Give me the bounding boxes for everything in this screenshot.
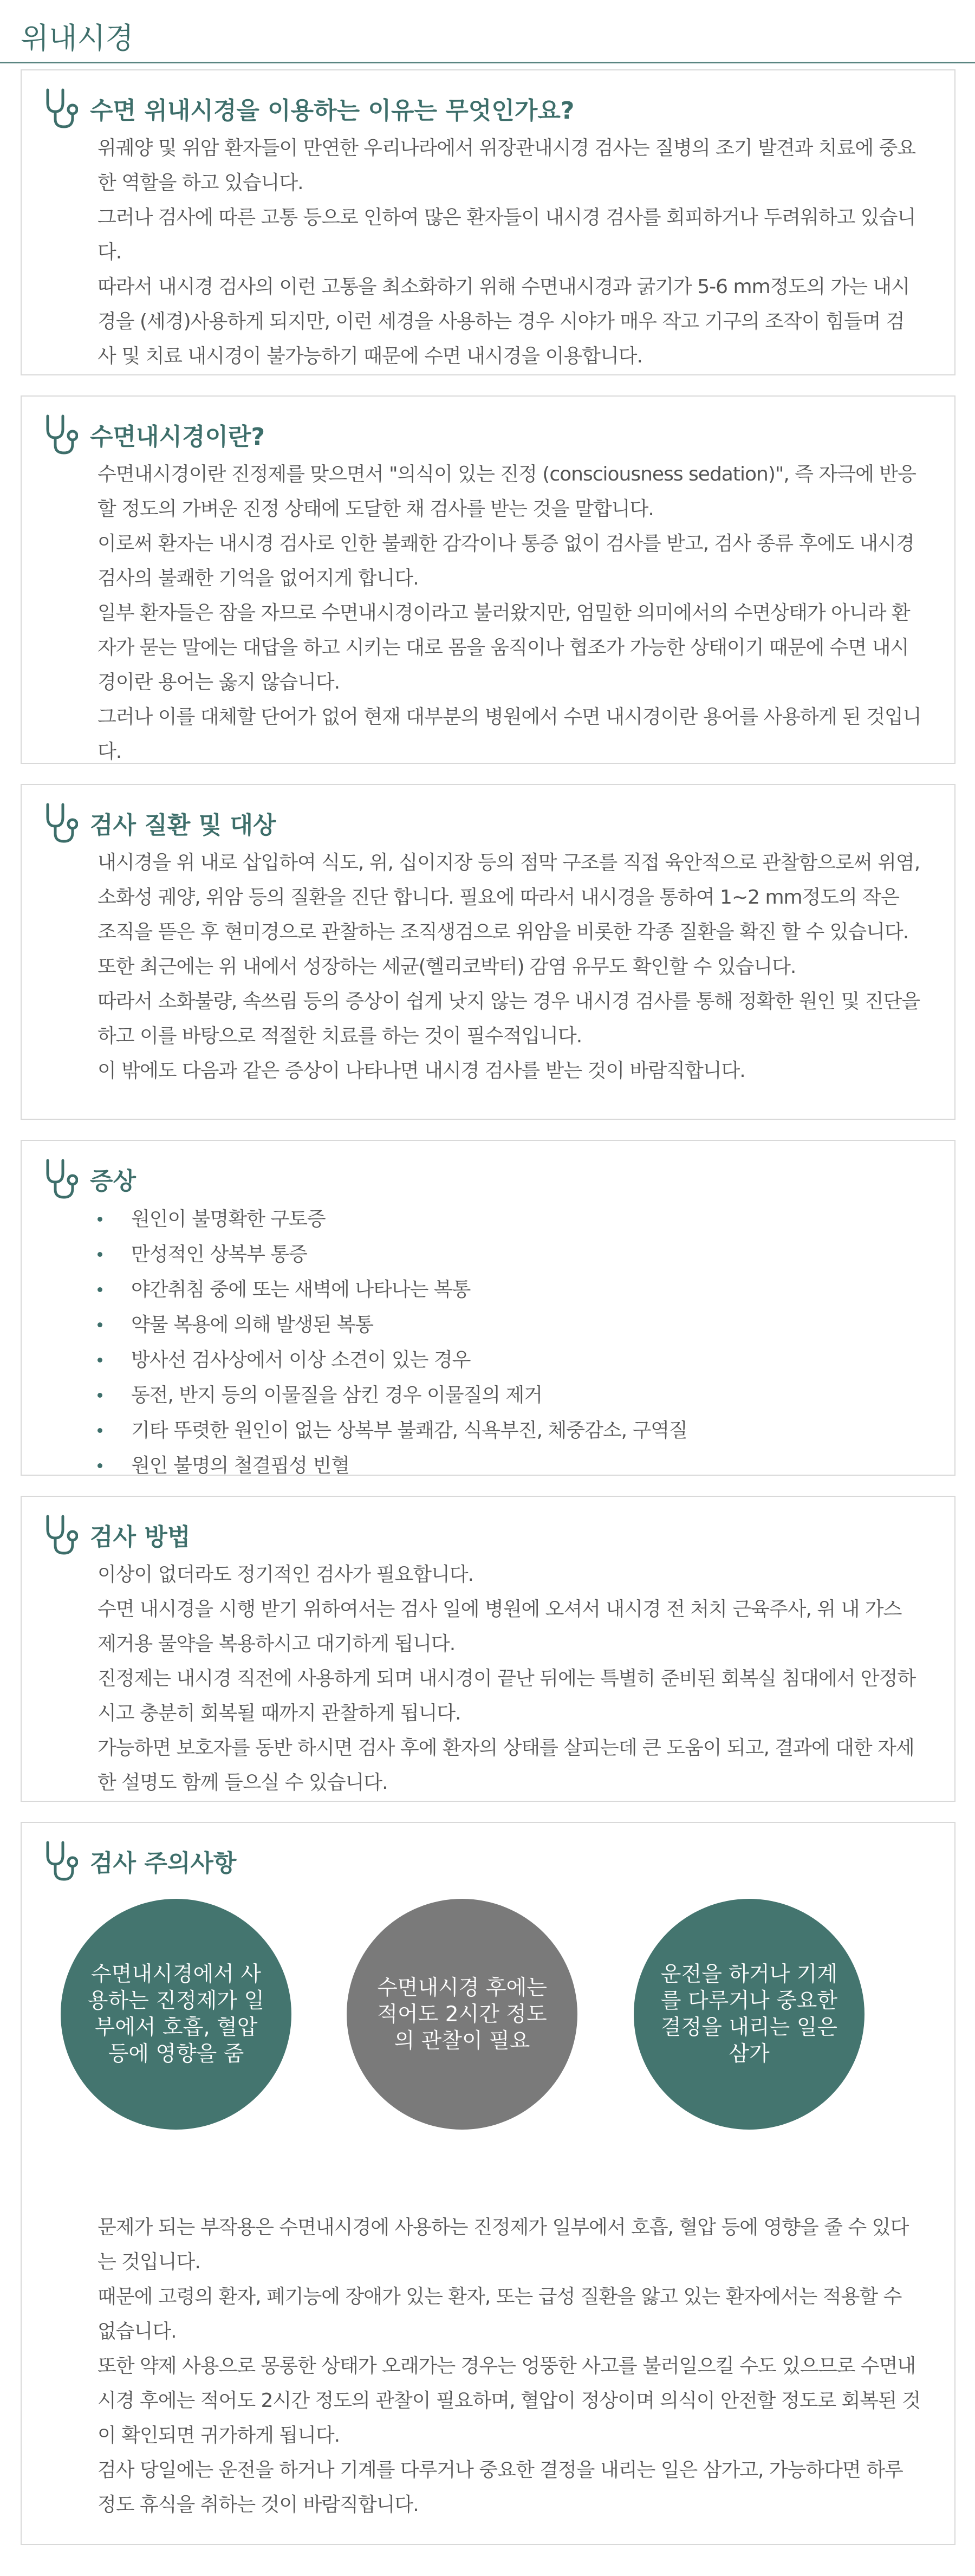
paragraph: 따라서 내시경 검사의 이런 고통을 최소화하기 위해 수면내시경과 굵기가 5-6 mm정도의 가는 내시경을 (세경)사용하게 되지만, 이런 세경을 사용하는 경우 시야가 매우 작고 기구의 조작이 힘들며 검사 및 치료 내시경이 불가능하기 때문에 수면 내시경을 이용합니다. bbox=[98, 276, 909, 367]
precaution-circle-observation bbox=[347, 1899, 577, 2130]
section-body bbox=[98, 1202, 922, 1483]
section-card-exam-method bbox=[21, 1496, 955, 1802]
section-card-target-diseases bbox=[21, 784, 955, 1120]
paragraph: 가능하면 보호자를 동반 하시면 검사 후에 환자의 상태를 살피는데 큰 도움이 되고, 결과에 대한 자세한 설명도 함께 들으실 수 있습니다. bbox=[98, 1737, 914, 1794]
section-header bbox=[43, 801, 276, 845]
title-divider bbox=[0, 62, 975, 63]
paragraph: 내시경을 위 내로 삽입하여 식도, 위, 십이지장 등의 점막 구조를 직접 육안적으로 관찰함으로써 위염, 소화성 궤양, 위암 등의 질환을 진단 합니다. 필요에 따라서 내시경을 통하여 1~2 mm정도의 작은 조직을 뜯은 후 현미경으로 관찰하는 조직생검으로 위암을 비롯한 각종 질환을 확진 할 수 있습니다. bbox=[98, 852, 920, 943]
paragraph: 수면 내시경을 시행 받기 위하여서는 검사 일에 병원에 오셔서 내시경 전 처치 근육주사, 위 내 가스 제거용 물약을 복용하시고 대기하게 됩니다. bbox=[98, 1598, 902, 1655]
paragraph: 또한 약제 사용으로 몽롱한 상태가 오래가는 경우는 엉뚱한 사고를 불러일으킬 수도 있으므로 수면내시경 후에는 적어도 2시간 정도의 관찰이 필요하며, 혈압이 정상이며 의식이 안전할 정도로 회복된 것이 확인되면 귀가하게 됩니다. bbox=[98, 2355, 921, 2447]
page-title: 위내시경 bbox=[21, 21, 134, 55]
section-title: 검사 질환 및 대상 bbox=[90, 812, 276, 839]
paragraph: 수면내시경이란 진정제를 맞으면서 "의식이 있는 진정 (consciousness sedation)", 즉 자극에 반응할 정도의 가벼운 진정 상태에 도달한 채 검사를 받는 것을 말합니다. bbox=[98, 463, 916, 520]
paragraph: 그러나 이를 대체할 단어가 없어 현재 대부분의 병원에서 수면 내시경이란 용어를 사용하게 된 것입니다. bbox=[98, 706, 921, 763]
stethoscope-icon bbox=[43, 801, 78, 845]
paragraph: 또한 최근에는 위 내에서 성장하는 세균(헬리코박터) 감염 유무도 확인할 수 있습니다. bbox=[98, 956, 796, 978]
section-header bbox=[43, 1839, 236, 1883]
paragraph: 진정제는 내시경 직전에 사용하게 되며 내시경이 끝난 뒤에는 특별히 준비된 회복실 침대에서 안정하시고 충분히 회복될 때까지 관찰하게 됩니다. bbox=[98, 1667, 916, 1724]
paragraph: 그러나 검사에 따른 고통 등으로 인하여 많은 환자들이 내시경 검사를 회피하거나 두려워하고 있습니다. bbox=[98, 206, 916, 263]
paragraph: 이 밖에도 다음과 같은 증상이 나타나면 내시경 검사를 받는 것이 바람직합니다. bbox=[98, 1060, 745, 1082]
paragraph: 위궤양 및 위암 환자들이 만연한 우리나라에서 위장관내시경 검사는 질병의 조기 발견과 치료에 중요한 역할을 하고 있습니다. bbox=[98, 137, 916, 194]
section-title: 수면 위내시경을 이용하는 이유는 무엇인가요? bbox=[90, 97, 575, 125]
section-header bbox=[43, 1157, 136, 1201]
precaution-circle-sedative-effects bbox=[61, 1899, 291, 2130]
section-title: 검사 방법 bbox=[90, 1523, 191, 1551]
list-item: 만성적인 상복부 통증 bbox=[98, 1237, 922, 1272]
section-title: 증상 bbox=[90, 1167, 136, 1195]
circle-text: 운전을 하거나 기계를 다루거나 중요한 결정을 내리는 일은 삼가 bbox=[660, 1962, 838, 2066]
stethoscope-icon bbox=[43, 413, 78, 456]
paragraph: 일부 환자들은 잠을 자므로 수면내시경이라고 불러왔지만, 엄밀한 의미에서의 수면상태가 아니라 환자가 묻는 말에는 대답을 하고 시키는 대로 몸을 움직이나 협조가 가능한 상태이기 때문에 수면 내시경이란 용어는 옳지 않습니다. bbox=[98, 602, 910, 693]
list-item: 야간취침 중에 또는 새벽에 나타나는 복통 bbox=[98, 1272, 922, 1307]
circle-text: 수면내시경 후에는 적어도 2시간 정도의 관찰이 필요 bbox=[377, 1975, 547, 2053]
section-header bbox=[43, 413, 265, 456]
section-body bbox=[98, 1558, 922, 1800]
paragraph: 문제가 되는 부작용은 수면내시경에 사용하는 진정제가 일부에서 호흡, 혈압 등에 영향을 줄 수 있다는 것입니다. bbox=[98, 2216, 909, 2273]
paragraph: 검사 당일에는 운전을 하거나 기계를 다루거나 중요한 결정을 내리는 일은 삼가고, 가능하다면 하루 정도 휴식을 취하는 것이 바람직합니다. bbox=[98, 2459, 903, 2516]
paragraph: 때문에 고령의 환자, 폐기능에 장애가 있는 환자, 또는 급성 질환을 앓고 있는 환자에서는 적용할 수 없습니다. bbox=[98, 2286, 902, 2343]
section-body bbox=[98, 457, 922, 769]
list-item: 원인 불명의 철결핍성 빈혈 bbox=[98, 1448, 922, 1483]
circle-text: 수면내시경에서 사용하는 진정제가 일부에서 호흡, 혈압 등에 영향을 줌 bbox=[87, 1962, 265, 2066]
section-card-what-is-sleep-endoscopy bbox=[21, 395, 955, 764]
section-body bbox=[98, 846, 922, 1088]
list-item: 동전, 반지 등의 이물질을 삼킨 경우 이물질의 제거 bbox=[98, 1378, 922, 1413]
symptom-list bbox=[98, 1202, 922, 1483]
stethoscope-icon bbox=[43, 1157, 78, 1201]
section-body bbox=[98, 131, 922, 374]
paragraph: 이상이 없더라도 정기적인 검사가 필요합니다. bbox=[98, 1563, 473, 1586]
paragraph: 이로써 환자는 내시경 검사로 인한 불쾌한 감각이나 통증 없이 검사를 받고, 검사 종류 후에도 내시경검사의 불쾌한 기억을 없어지게 합니다. bbox=[98, 533, 914, 589]
section-card-symptoms bbox=[21, 1140, 955, 1476]
list-item: 기타 뚜렷한 원인이 없는 상복부 불쾌감, 식욕부진, 체중감소, 구역질 bbox=[98, 1413, 922, 1448]
list-item: 방사선 검사상에서 이상 소견이 있는 경우 bbox=[98, 1342, 922, 1378]
list-item: 약물 복용에 의해 발생된 복통 bbox=[98, 1307, 922, 1342]
section-card-precautions bbox=[21, 1822, 955, 2545]
precaution-circle-avoid-driving bbox=[634, 1899, 864, 2130]
stethoscope-icon bbox=[43, 1839, 78, 1883]
paragraph: 따라서 소화불량, 속쓰림 등의 증상이 쉽게 낫지 않는 경우 내시경 검사를 통해 정확한 원인 및 진단을 하고 이를 바탕으로 적절한 치료를 하는 것이 필수적입니다. bbox=[98, 990, 920, 1047]
section-title: 수면내시경이란? bbox=[90, 423, 265, 451]
list-item: 원인이 불명확한 구토증 bbox=[98, 1202, 922, 1237]
stethoscope-icon bbox=[43, 1513, 78, 1556]
section-header bbox=[43, 1513, 190, 1556]
section-body bbox=[98, 2210, 922, 2522]
stethoscope-icon bbox=[43, 87, 78, 130]
section-header bbox=[43, 87, 574, 130]
section-card-why-sleep-endoscopy bbox=[21, 69, 955, 375]
section-title: 검사 주의사항 bbox=[90, 1850, 237, 1877]
